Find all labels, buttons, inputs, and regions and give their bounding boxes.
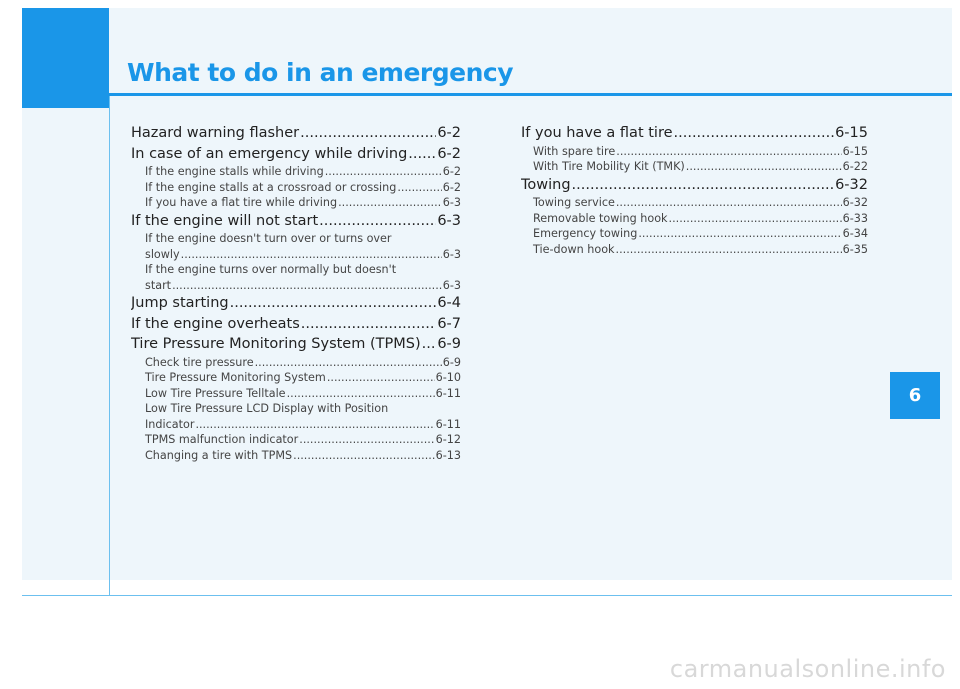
- toc-entry-label-line: If the engine doesn't turn over or turns over: [145, 232, 392, 245]
- dot-leader: [422, 334, 437, 355]
- toc-page-number: 6-2: [442, 180, 461, 194]
- toc-entry-label: slowly: [145, 247, 180, 261]
- title-underline: [109, 93, 952, 96]
- toc-entry-label: With spare tire: [533, 144, 616, 158]
- toc-subsection-link[interactable]: [131, 417, 461, 433]
- toc-page-number: 6-34: [842, 227, 868, 240]
- toc-entry-label-line: If the engine turns over normally but doesn't: [145, 263, 397, 276]
- toc-page-number: 6-2: [437, 145, 461, 162]
- toc-entry-label: Towing service: [533, 196, 615, 209]
- toc-section-link[interactable]: [131, 211, 461, 232]
- dot-leader: [397, 180, 441, 196]
- toc-subsection-link[interactable]: [131, 448, 461, 464]
- dot-leader: [195, 417, 434, 433]
- dot-leader: [325, 164, 442, 180]
- toc-page-number: 6-9: [437, 336, 461, 352]
- page-title: What to do in an emergency: [127, 58, 513, 87]
- toc-section-link[interactable]: [131, 293, 461, 314]
- toc-entry-label: Jump starting: [131, 295, 229, 311]
- dot-leader: [293, 448, 434, 464]
- toc-section-link[interactable]: [131, 123, 461, 144]
- toc-subsection-link[interactable]: [131, 180, 461, 196]
- dot-leader: [300, 123, 436, 144]
- dot-leader: [686, 159, 842, 175]
- toc-entry-label: In case of an emergency while driving: [131, 145, 408, 162]
- toc-subsection-link[interactable]: [131, 432, 461, 448]
- toc-page-number: 6-11: [435, 386, 461, 400]
- toc-subsection-link[interactable]: [131, 164, 461, 180]
- toc-page-number: 6-2: [437, 125, 461, 141]
- toc-page-number: 6-2: [442, 165, 461, 178]
- toc-entry-label: Low Tire Pressure Telltale: [145, 386, 286, 400]
- dot-leader: [319, 211, 436, 232]
- dot-leader: [669, 211, 842, 227]
- toc-entry-label: If the engine stalls at a crossroad or crossing: [145, 180, 397, 194]
- toc-subsection-link[interactable]: [131, 386, 461, 402]
- chapter-tab[interactable]: 6: [890, 372, 940, 419]
- toc-entry-label: Towing: [521, 176, 571, 193]
- toc-section-link[interactable]: [131, 144, 461, 165]
- toc-entry-label-line: Low Tire Pressure LCD Display with Position: [145, 402, 389, 415]
- dot-leader: [255, 355, 442, 371]
- dot-leader: [674, 123, 835, 144]
- watermark: carmanualsonline.info: [669, 655, 946, 683]
- toc-entry-label: Changing a tire with TPMS: [145, 448, 293, 462]
- toc-page-number: 6-32: [835, 176, 868, 193]
- toc-page-number: 6-32: [842, 196, 868, 209]
- toc-page-number: 6-9: [442, 355, 461, 369]
- toc-page-number: 6-3: [442, 247, 461, 261]
- toc-entry-label: Hazard warning flasher: [131, 125, 300, 141]
- dot-leader: [338, 195, 442, 211]
- dot-leader: [172, 278, 442, 294]
- toc-section-link[interactable]: [521, 175, 868, 196]
- toc-subsection-link[interactable]: [521, 195, 868, 211]
- toc-page-number: 6-15: [835, 125, 868, 141]
- toc-entry-label: If the engine overheats: [131, 315, 300, 332]
- toc-page-number: 6-12: [435, 433, 461, 446]
- toc-page-number: 6-3: [442, 278, 461, 292]
- toc-page-number: 6-3: [442, 196, 461, 209]
- dot-leader: [572, 175, 835, 196]
- toc-subsection-link[interactable]: [521, 242, 868, 258]
- toc-entry-label: If the engine stalls while driving: [145, 165, 324, 178]
- bottom-rule: [22, 595, 952, 596]
- toc-subsection-link[interactable]: [521, 159, 868, 175]
- dot-leader: [327, 370, 435, 386]
- toc-page-number: 6-10: [435, 371, 461, 384]
- toc-subsection-link[interactable]: [521, 226, 868, 242]
- toc-page-number: 6-22: [842, 160, 868, 173]
- toc-page-number: 6-35: [842, 242, 868, 256]
- toc-entry-label: Indicator: [145, 417, 195, 431]
- toc-page-number: 6-15: [842, 144, 868, 158]
- toc-subsection-link[interactable]: [521, 144, 868, 160]
- toc-page-number: 6-11: [435, 417, 461, 431]
- toc-subsection-link[interactable]: [131, 355, 461, 371]
- dot-leader: [616, 242, 842, 258]
- toc-subsection-link[interactable]: [131, 247, 461, 263]
- toc-entry-label: TPMS malfunction indicator: [145, 433, 299, 446]
- toc-page-number: 6-33: [842, 211, 868, 225]
- toc-entry-label: Emergency towing: [533, 227, 638, 240]
- dot-leader: [287, 386, 435, 402]
- margin-line: [109, 96, 110, 596]
- toc-section-link[interactable]: [131, 314, 461, 335]
- toc-left-column: [131, 123, 461, 463]
- toc-page-number: 6-3: [437, 212, 461, 229]
- dot-leader: [301, 314, 437, 335]
- toc-subsection-link[interactable]: [131, 195, 461, 211]
- dot-leader: [408, 144, 436, 165]
- toc-entry-label: If the engine will not start: [131, 212, 319, 229]
- toc-entry-label: With Tire Mobility Kit (TMK): [533, 160, 685, 173]
- dot-leader: [616, 195, 842, 211]
- toc-page-number: 6-13: [435, 448, 461, 462]
- dot-leader: [638, 226, 841, 242]
- toc-right-column: [521, 123, 868, 257]
- toc-page-number: 6-7: [437, 315, 461, 332]
- dot-leader: [299, 432, 434, 448]
- dot-leader: [616, 144, 841, 160]
- dot-leader: [230, 293, 437, 314]
- toc-subsection-link[interactable]: [131, 278, 461, 294]
- corner-block: [22, 8, 109, 108]
- toc-section-link[interactable]: [131, 334, 461, 355]
- toc-entry-label: start: [145, 278, 172, 292]
- toc-page-number: 6-4: [437, 295, 461, 311]
- toc-entry-label: Removable towing hook: [533, 211, 668, 225]
- dot-leader: [181, 247, 442, 263]
- toc-subsection-link[interactable]: [521, 211, 868, 227]
- toc-entry-label: If you have a flat tire: [521, 125, 673, 141]
- toc-entry-label: Tie-down hook: [533, 242, 615, 256]
- toc-entry-label: Check tire pressure: [145, 355, 254, 369]
- toc-subsection-link[interactable]: [131, 370, 461, 386]
- toc-entry-label: Tire Pressure Monitoring System: [145, 371, 326, 384]
- toc-section-link[interactable]: [521, 123, 868, 144]
- toc-entry-label: If you have a flat tire while driving: [145, 196, 338, 209]
- toc-entry-label: Tire Pressure Monitoring System (TPMS): [131, 336, 421, 352]
